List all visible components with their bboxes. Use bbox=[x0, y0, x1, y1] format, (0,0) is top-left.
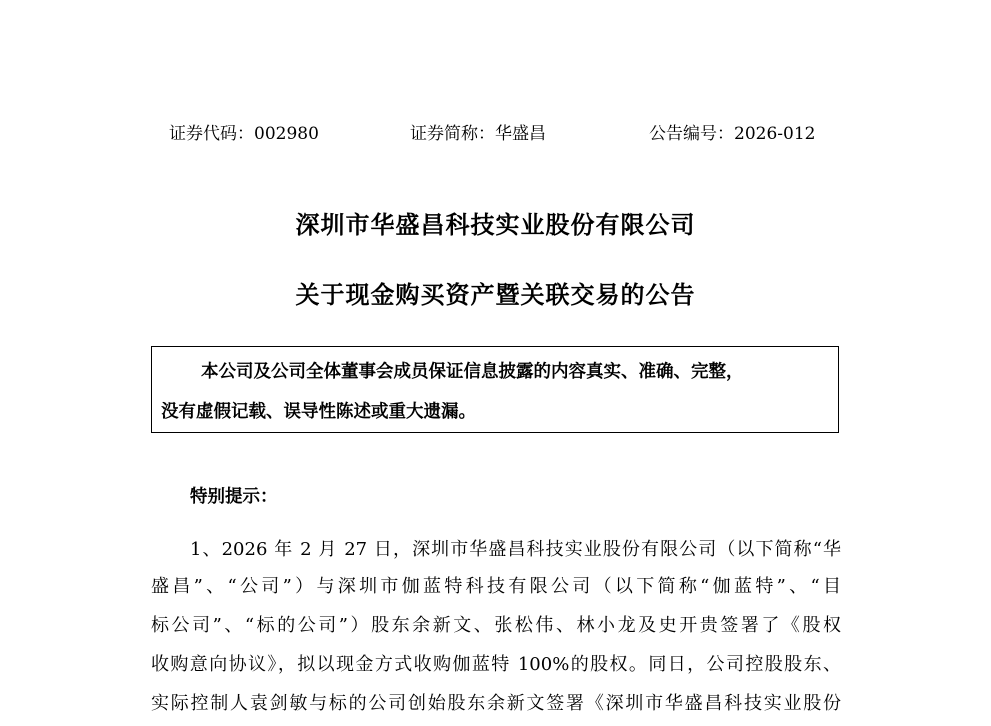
notice-line: 本公司及公司全体董事会成员保证信息披露的内容真实、准确、完整， bbox=[201, 362, 744, 382]
announcement-subject-title: 关于现金购买资产暨关联交易的公告 bbox=[295, 280, 696, 309]
paragraph-line: 标公司”、“标的公司”）股东余新文、张松伟、林小龙及史开贵签署了《股权 bbox=[151, 615, 841, 636]
announcement-header bbox=[0, 119, 991, 145]
special-tips-heading: 特别提示： bbox=[190, 487, 278, 507]
paragraph-line: 1、2026 年 2 月 27 日，深圳市华盛昌科技实业股份有限公司（以下简称“华 bbox=[190, 539, 841, 560]
announcement-number: 公告编号：2026-012 bbox=[649, 124, 816, 144]
stock-short-name: 证券简称：华盛昌 bbox=[410, 124, 546, 144]
board-guarantee-notice-box bbox=[151, 346, 839, 433]
paragraph-line: 收购意向协议》，拟以现金方式收购伽蓝特 100%的股权。同日，公司控股股东、 bbox=[151, 654, 841, 675]
paragraph-line: 盛昌”、“公司”）与深圳市伽蓝特科技有限公司（以下简称“伽蓝特”、“目 bbox=[151, 576, 841, 597]
company-title: 深圳市华盛昌科技实业股份有限公司 bbox=[295, 210, 696, 239]
paragraph-line: 实际控制人袁剑敏与标的公司创始股东余新文签署《深圳市华盛昌科技实业股份 bbox=[151, 693, 841, 714]
notice-line: 没有虚假记载、误导性陈述或重大遗漏。 bbox=[161, 402, 476, 422]
stock-code: 证券代码：002980 bbox=[169, 124, 319, 144]
